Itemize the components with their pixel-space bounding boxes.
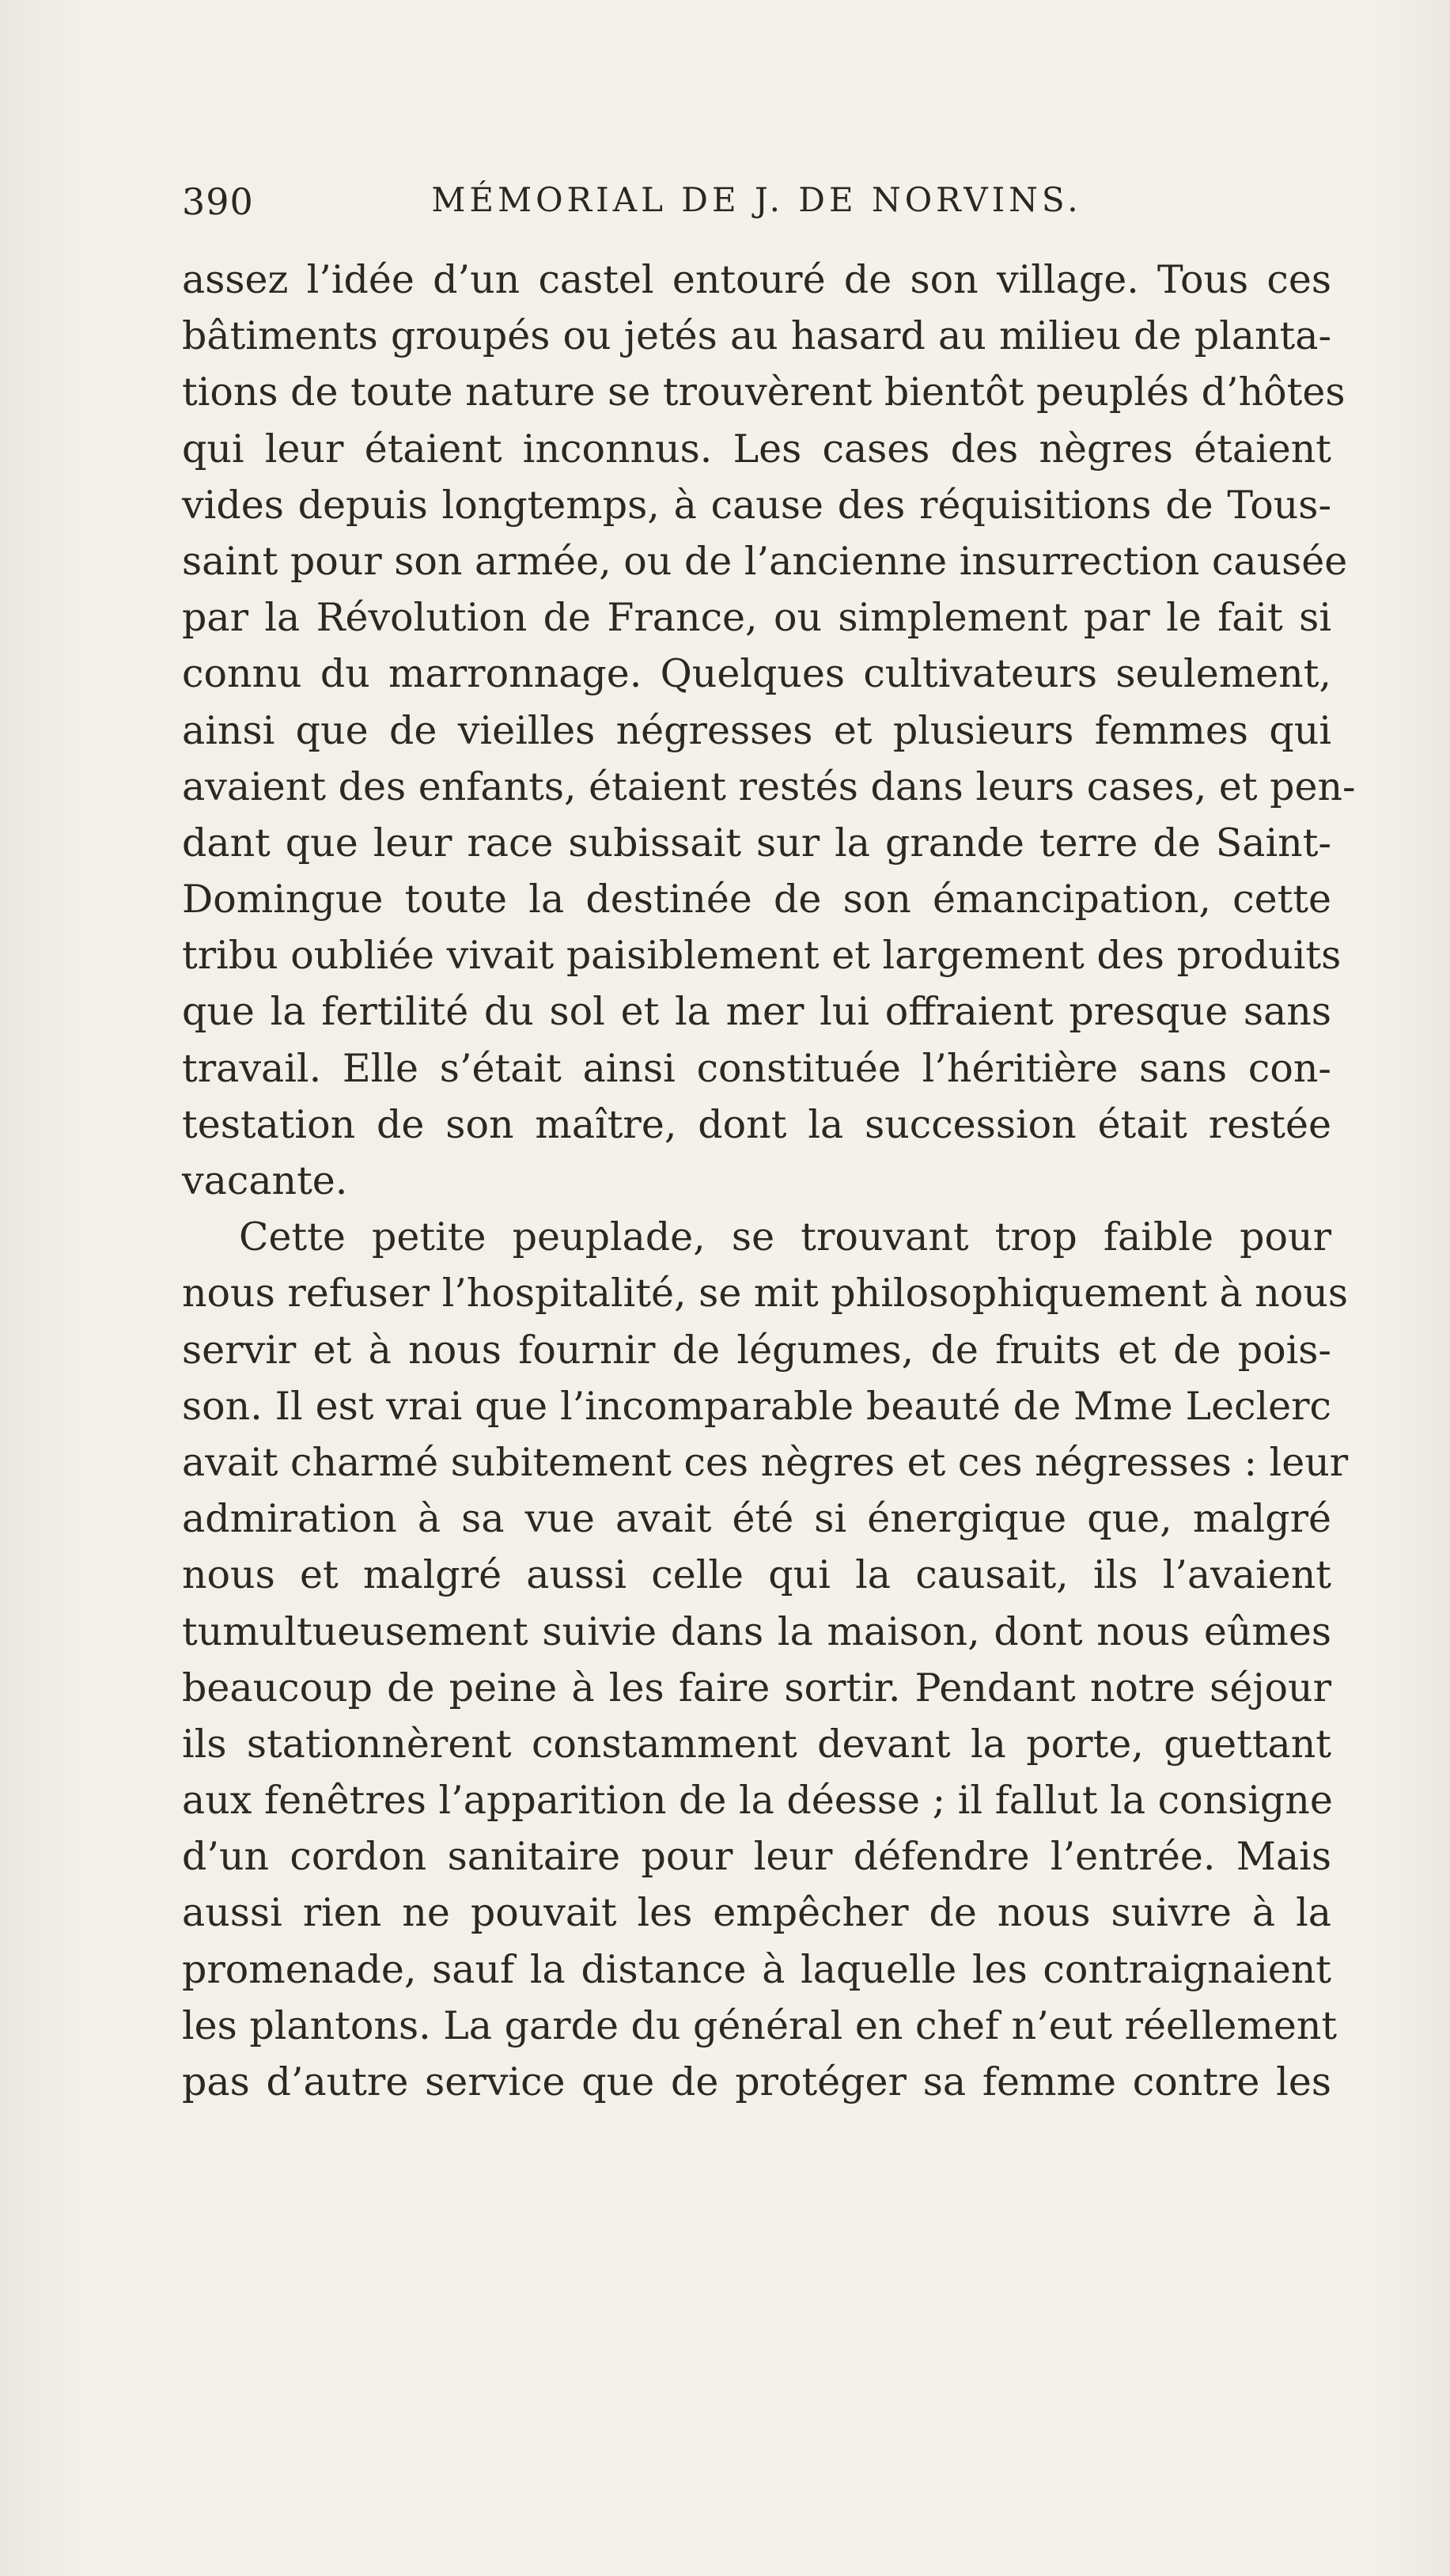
text-line: aux fenêtres l’apparition de la déesse ; il fallut la consigne — [182, 1778, 1333, 1824]
text-line: dant que leur race subissait sur la grande terre de Saint- — [182, 820, 1331, 866]
body-text — [182, 252, 1356, 2110]
text-line: aussi rien ne pouvait les empêcher de nous suivre à la — [182, 1890, 1331, 1936]
text-line: que la fertilité du sol et la mer lui offraient presque sans — [182, 989, 1331, 1035]
text-line: nous refuser l’hospitalité, se mit philosophiquement à nous — [182, 1271, 1349, 1316]
text-line: bâtiments groupés ou jetés au hasard au milieu de planta- — [182, 313, 1331, 359]
text-line: servir et à nous fournir de légumes, de fruits et de pois- — [182, 1327, 1331, 1373]
text-line: vides depuis longtemps, à cause des réquisitions de Tous- — [182, 482, 1331, 528]
text-line: Domingue toute la destinée de son émancipation, cette — [182, 877, 1331, 922]
text-line: nous et malgré aussi celle qui la causait, ils l’avaient — [182, 1552, 1331, 1598]
text-line: par la Révolution de France, ou simplement par le fait si — [182, 595, 1331, 641]
text-line: tribu oubliée vivait paisiblement et largement des produits — [182, 933, 1342, 979]
text-line: d’un cordon sanitaire pour leur défendre l’entrée. Mais — [182, 1834, 1331, 1880]
running-title: MÉMORIAL DE J. DE NORVINS. — [431, 180, 1082, 219]
text-line: qui leur étaient inconnus. Les cases des nègres étaient — [182, 426, 1331, 472]
text-line: avait charmé subitement ces nègres et ces négresses : leur — [182, 1439, 1349, 1485]
text-line: saint pour son armée, ou de l’ancienne insurrection causée — [182, 538, 1348, 584]
paragraph-first-line: Cette petite peuplade, se trouvant trop faible pour — [239, 1214, 1331, 1260]
running-head — [182, 180, 1331, 236]
text-line: connu du marronnage. Quelques cultivateurs seulement, — [182, 651, 1331, 697]
text-line: beaucoup de peine à les faire sortir. Pendant notre séjour — [182, 1665, 1331, 1710]
text-line: travail. Elle s’était ainsi constituée l’héritière sans con- — [182, 1045, 1331, 1091]
text-line: testation de son maître, dont la succession était restée — [182, 1101, 1331, 1147]
text-line: tumultueusement suivie dans la maison, dont nous eûmes — [182, 1608, 1331, 1654]
text-line: assez l’idée d’un castel entouré de son village. Tous ces — [182, 257, 1331, 302]
page-number: 390 — [182, 180, 254, 223]
text-line: ils stationnèrent constamment devant la porte, guettant — [182, 1721, 1331, 1767]
text-line: promenade, sauf la distance à laquelle les contraignaient — [182, 1946, 1331, 1992]
text-line: admiration à sa vue avait été si énergique que, malgré — [182, 1496, 1331, 1542]
text-line: pas d’autre service que de protéger sa femme contre les — [182, 2059, 1331, 2104]
text-line: avaient des enfants, étaient restés dans leurs cases, et pen- — [182, 763, 1356, 809]
paragraph-end-line: vacante. — [182, 1158, 348, 1203]
text-line: son. Il est vrai que l’incomparable beauté de Mme Leclerc — [182, 1383, 1331, 1429]
text-line: tions de toute nature se trouvèrent bientôt peuplés d’hôtes — [182, 369, 1346, 415]
text-line: les plantons. La garde du général en chef n’eut réellement — [182, 2002, 1338, 2048]
text-line: ainsi que de vieilles négresses et plusieurs femmes qui — [182, 707, 1331, 753]
